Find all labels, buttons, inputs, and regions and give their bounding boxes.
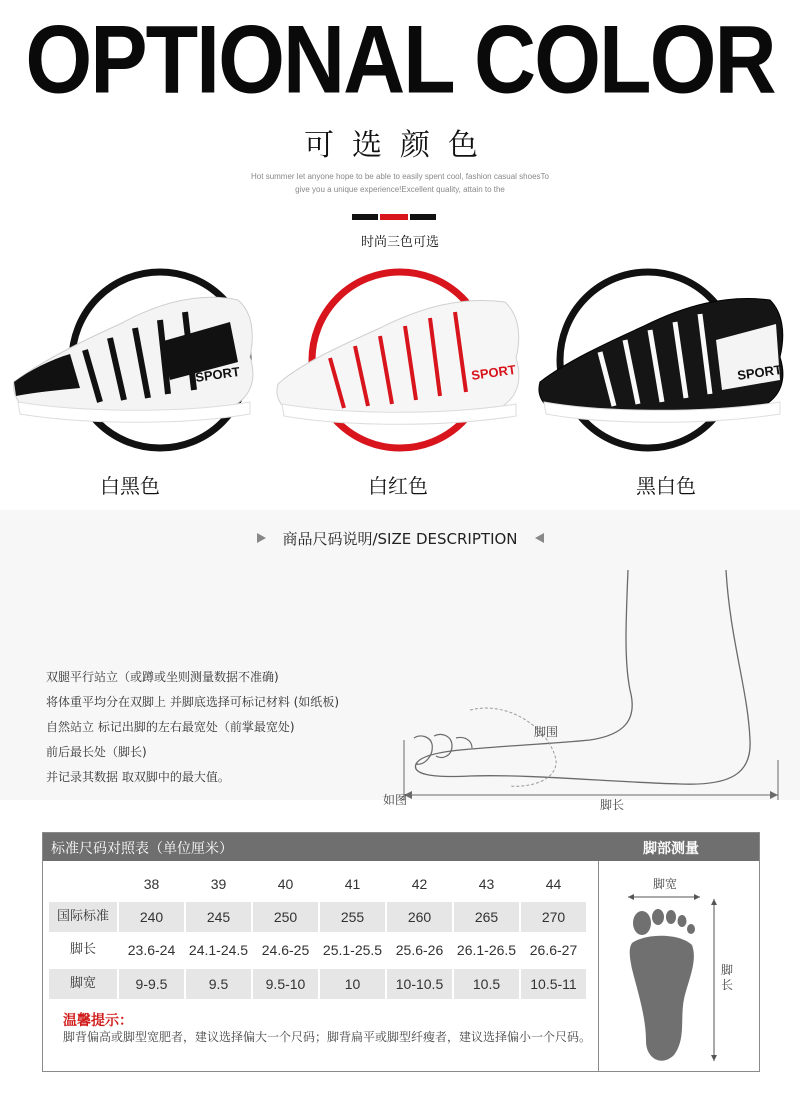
table-cell: 24.6-25 xyxy=(261,942,310,958)
row-label: 国际标准 xyxy=(49,902,117,932)
colors-note: 时尚三色可选 xyxy=(360,235,439,250)
instruction-line: 并记录其数据 取双脚中的最大值。 xyxy=(46,770,230,784)
foot-outline xyxy=(415,570,750,784)
instruction-line: 双腿平行站立（或蹲或坐则测量数据不准确) xyxy=(46,670,279,684)
foot-side-diagram xyxy=(380,560,790,810)
table-divider xyxy=(598,861,599,1071)
table-cell: 9.5-10 xyxy=(253,969,318,999)
foot-length-label: 脚长 xyxy=(721,963,734,992)
row-label: 脚长 xyxy=(69,942,96,957)
size-header: 39 xyxy=(210,876,227,892)
foot-print-icon xyxy=(618,889,748,1067)
table-cell: 10.5-11 xyxy=(521,969,586,999)
page-title: OPTIONAL COLOR xyxy=(25,6,775,114)
shoe-name-white-red: 白红色 xyxy=(368,474,428,498)
table-cell: 9.5 xyxy=(186,969,251,999)
instruction-line: 将体重平均分在双脚上 并脚底选择可标记材料 (如纸板) xyxy=(46,695,339,709)
tagline-line-2: give you a unique experience!Excellent quality, attain to the xyxy=(295,185,505,194)
table-cell: 265 xyxy=(454,902,519,932)
table-cell: 10 xyxy=(320,969,385,999)
size-table xyxy=(42,832,760,1072)
shoe-white-black[interactable] xyxy=(14,272,253,448)
table-cell: 255 xyxy=(320,902,385,932)
shoe-white-red[interactable] xyxy=(277,272,519,448)
tip-title: 温馨提示： xyxy=(63,1013,133,1029)
page-subtitle: 可选颜色 xyxy=(304,128,496,163)
size-header: 42 xyxy=(411,876,428,892)
table-cell: 250 xyxy=(253,902,318,932)
color-bar-black-left xyxy=(352,214,378,220)
color-bar-red xyxy=(380,214,408,220)
table-cell: 245 xyxy=(186,902,251,932)
size-header: 44 xyxy=(545,876,562,892)
shoe-logo: SPORT xyxy=(736,361,783,383)
table-cell: 10-10.5 xyxy=(387,969,452,999)
table-cell: 23.6-24 xyxy=(127,942,176,958)
table-cell: 240 xyxy=(119,902,184,932)
size-header: 40 xyxy=(277,876,294,892)
size-section-heading: 商品尺码说明/SIZE DESCRIPTION xyxy=(282,530,518,548)
shoe-gallery xyxy=(0,262,800,462)
row-label: 脚宽 xyxy=(49,969,117,999)
foot-measure-title: 脚部测量 xyxy=(643,841,699,857)
shoe-logo: SPORT xyxy=(194,363,241,385)
tip-text: 脚背偏高或脚型宽肥者，建议选择偏大一个尺码；脚背扁平或脚型纤瘦者，建议选择偏小一个尺码。 xyxy=(63,1030,592,1044)
size-header: 38 xyxy=(143,876,160,892)
color-bar-black-right xyxy=(410,214,436,220)
table-cell: 25.1-25.5 xyxy=(322,942,383,958)
table-cell: 10.5 xyxy=(454,969,519,999)
instruction-line: 前后最长处（脚长) xyxy=(46,745,147,759)
table-cell: 270 xyxy=(521,902,586,932)
table-cell: 25.6-26 xyxy=(395,942,444,958)
shoe-name-white-black: 白黑色 xyxy=(100,474,160,498)
instruction-line: 自然站立 标记出脚的左右最宽处（前掌最宽处) xyxy=(46,720,295,734)
size-table-title: 标准尺码对照表（单位厘米） xyxy=(51,841,233,857)
foot-width-label: 脚宽 xyxy=(653,877,678,891)
table-cell: 26.6-27 xyxy=(529,942,578,958)
girth-label: 脚围 xyxy=(534,725,559,739)
table-cell: 24.1-24.5 xyxy=(188,942,249,958)
shoe-black-white[interactable] xyxy=(539,272,783,448)
table-cell: 260 xyxy=(387,902,452,932)
shoe-logo: SPORT xyxy=(470,361,517,383)
size-header: 41 xyxy=(344,876,361,892)
girth-curve xyxy=(470,708,559,786)
shoe-name-black-white: 黑白色 xyxy=(636,474,696,498)
table-cell: 9-9.5 xyxy=(119,969,184,999)
size-header: 43 xyxy=(478,876,495,892)
table-cell: 26.1-26.5 xyxy=(456,942,517,958)
tagline-line-1: Hot summer let anyone hope to be able to easily spent cool, fashion casual shoesTo xyxy=(251,172,549,181)
figure-label: 如图 xyxy=(383,793,408,807)
triangle-left-icon xyxy=(533,532,545,544)
length-label: 脚长 xyxy=(600,798,625,812)
